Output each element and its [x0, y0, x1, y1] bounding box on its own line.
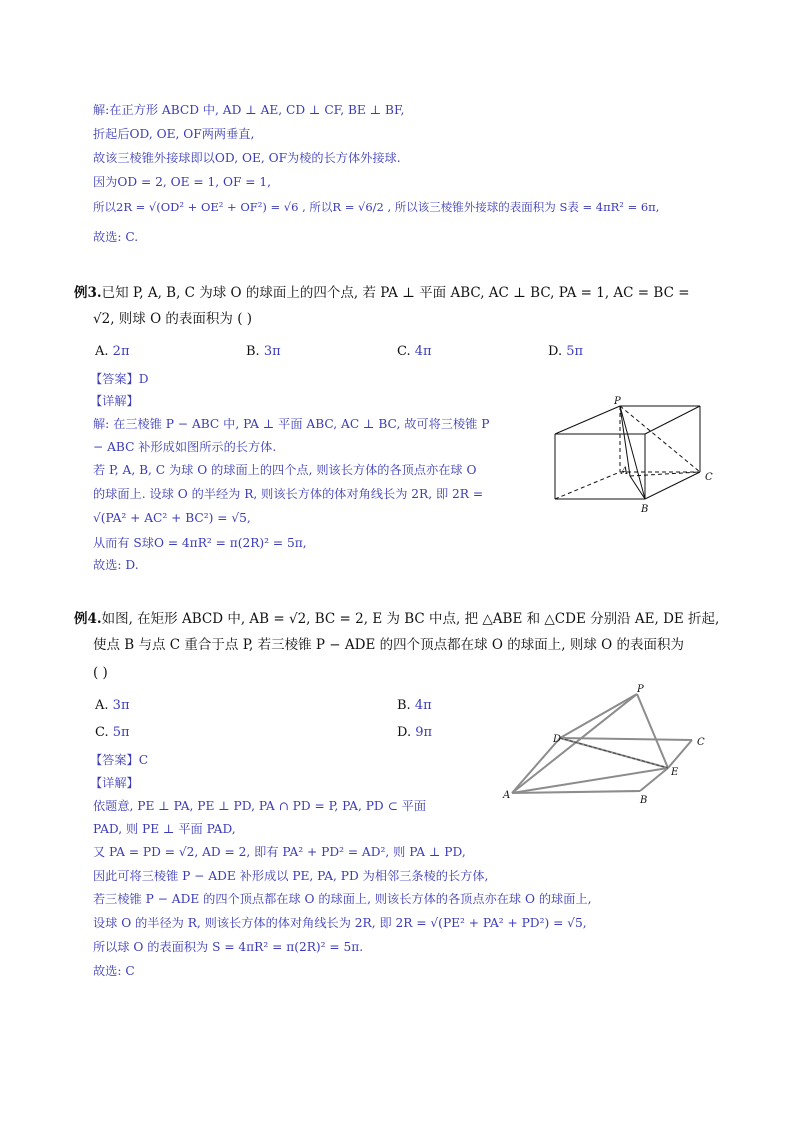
example4-detail-line-6: 设球 O 的半径为 R, 则该长方体的体对角线长为 2R, 即 2R = √(PE² + PA² + PD²) = √5,	[93, 916, 587, 930]
example4-option-d: D. 9π	[397, 725, 433, 740]
edge-AB	[630, 476, 645, 499]
solution-line-1: 解:在正方形 ABCD 中, AD ⊥ AE, CD ⊥ CF, BE ⊥ BF,	[93, 103, 405, 117]
label-B: B	[640, 795, 648, 806]
example3-question-text: 已知 P, A, B, C 为球 O 的球面上的四个点, 若 PA ⊥ 平面 ABC, AC ⊥ BC, PA = 1, AC = BC =	[101, 285, 690, 301]
hidden-edge	[555, 472, 620, 499]
solution-line-3: 故该三棱锥外接球即以OD, OE, OF为棱的长方体外接球.	[93, 151, 401, 165]
label-E: E	[671, 767, 679, 778]
example4-detail-line-8: 故选: C	[93, 964, 135, 978]
example4-detail-line-3: 又 PA = PD = √2, AD = 2, 即有 PA² + PD² = AD², 则 PA ⊥ PD,	[93, 845, 466, 859]
example4-detail-line-1: 依题意, PE ⊥ PA, PE ⊥ PD, PA ∩ PD = P, PA, PD ⊂ 平面	[93, 799, 427, 813]
edge-PD	[560, 694, 637, 738]
example3-question-line-2: √2, 则球 O 的表面积为 ( )	[93, 311, 253, 327]
example4-option-c: C. 5π	[95, 725, 130, 740]
edge-AC	[630, 472, 700, 476]
edge-EC	[668, 740, 692, 768]
example4-detail-line-2: PAD, 则 PE ⊥ 平面 PAD,	[93, 822, 236, 836]
edge-AD	[512, 738, 560, 793]
edge-PE	[637, 694, 668, 768]
solution-line-4: 因为OD = 2, OE = 1, OF = 1,	[93, 175, 271, 189]
edge-PB	[620, 406, 645, 499]
edge	[555, 406, 620, 434]
example3-detail-line-6: 从而有 S球O = 4πR² = π(2R)² = 5π,	[93, 536, 307, 550]
edge-PA	[512, 694, 637, 793]
edge-PC	[620, 406, 700, 472]
label-C: C	[705, 472, 713, 483]
example3-detail-line-5: √(PA² + AC² + BC²) = √5,	[93, 511, 251, 525]
example4-detail-heading: 【详解】	[90, 776, 139, 790]
example3-option-a: A. 2π	[95, 344, 130, 359]
example3-detail-line-2: − ABC 补形成如图所示的长方体.	[93, 440, 277, 454]
label-C: C	[697, 737, 705, 748]
example4-question-line-1	[74, 612, 719, 628]
solution-line-5: 所以2R = √(OD² + OE² + OF²) = √6 , 所以R = √6/2 , 所以该三棱锥外接球的表面积为 S表 = 4πR² = 6π,	[93, 200, 660, 214]
hidden-edge	[560, 738, 668, 768]
edge-AE	[512, 768, 668, 793]
example3-option-b: B. 3π	[246, 344, 281, 359]
example3-answer: 【答案】D	[90, 372, 149, 386]
example4-question-line-2: 使点 B 与点 C 重合于点 P, 若三棱锥 P − ADE 的四个顶点都在球 O 的球面上, 则球 O 的表面积为	[93, 637, 685, 653]
example3-detail-heading: 【详解】	[90, 394, 139, 408]
example3-detail-line-7: 故选: D.	[93, 558, 139, 572]
label-A: A	[621, 466, 629, 477]
example3-detail-line-4: 的球面上. 设球 O 的半经为 R, 则该长方体的体对角线长为 2R, 即 2R =	[93, 487, 484, 501]
folded-rectangle-figure	[500, 680, 715, 808]
example3-number: 例3.	[74, 285, 102, 301]
example4-question-text: 如图, 在矩形 ABCD 中, AB = √2, BC = 2, E 为 BC 中点, 把 △ABE 和 △CDE 分别沿 AE, DE 折起,	[101, 611, 720, 627]
cuboid-figure	[545, 394, 725, 524]
example4-answer: 【答案】C	[90, 753, 149, 767]
example3-question-line-1	[74, 286, 690, 302]
example4-number: 例4.	[74, 611, 102, 627]
label-B: B	[641, 504, 649, 515]
edge-AB	[512, 791, 640, 793]
example3-detail-line-1: 解: 在三棱锥 P − ABC 中, PA ⊥ 平面 ABC, AC ⊥ BC, 故可将三棱锥 P	[93, 417, 490, 431]
label-P: P	[614, 396, 621, 407]
example4-detail-line-7: 所以球 O 的表面积为 S = 4πR² = π(2R)² = 5π.	[93, 940, 364, 954]
edge	[645, 406, 700, 434]
label-D: D	[553, 734, 562, 745]
label-A: A	[503, 790, 511, 801]
example4-question-line-3: ( )	[93, 665, 108, 681]
edge	[645, 472, 700, 499]
example4-option-a: A. 3π	[95, 698, 130, 713]
example3-option-c: C. 4π	[397, 344, 432, 359]
example3-detail-line-3: 若 P, A, B, C 为球 O 的球面上的四个点, 则该长方体的各顶点亦在球 O	[93, 463, 477, 477]
example3-option-d: D. 5π	[548, 344, 584, 359]
label-P: P	[637, 684, 644, 695]
example4-option-b: B. 4π	[397, 698, 432, 713]
example4-detail-line-5: 若三棱锥 P − ADE 的四个顶点都在球 O 的球面上, 则该长方体的各顶点亦在球 O 的球面上,	[93, 892, 592, 906]
solution-line-2: 折起后OD, OE, OF两两垂直,	[93, 127, 255, 141]
solution-line-6: 故选: C.	[93, 230, 139, 244]
example4-detail-line-4: 因此可将三棱锥 P − ADE 补形成以 PE, PA, PD 为相邻三条棱的长方体,	[93, 869, 489, 883]
